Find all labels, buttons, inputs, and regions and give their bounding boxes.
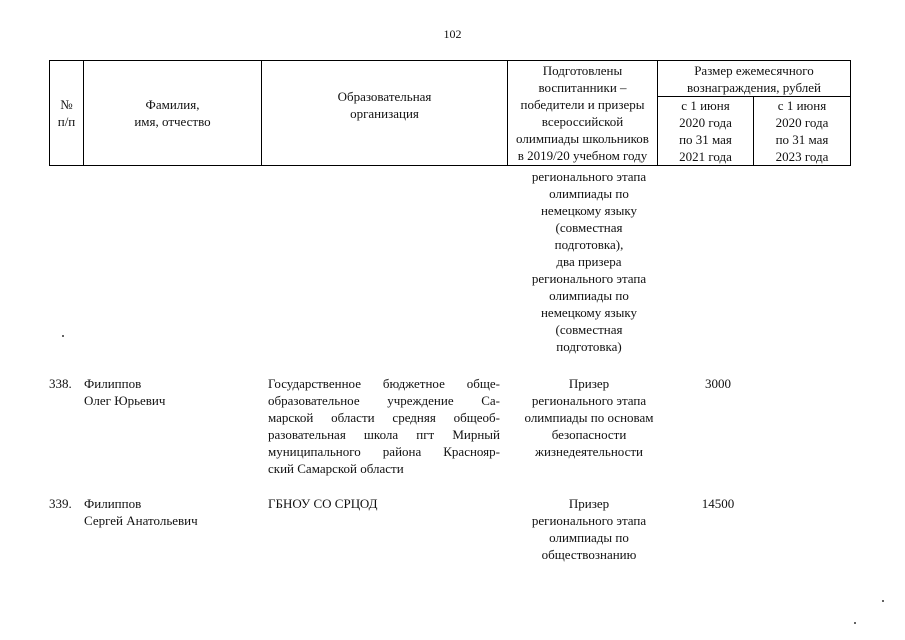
header-org: Образовательная организация: [262, 61, 508, 166]
header-period-2023: с 1 июня 2020 года по 31 мая 2023 года: [754, 97, 851, 166]
row-amount-2021: 14500: [701, 496, 735, 511]
header-name: Фамилия, имя, отчество: [84, 61, 262, 166]
row-amount-2021: 3000: [705, 376, 731, 391]
row-achievement: Призер регионального этапа олимпиады по обществознанию: [531, 496, 647, 562]
table-header: [49, 60, 851, 166]
scan-speck: [854, 622, 856, 624]
row-name: Филиппов Олег Юрьевич: [84, 376, 166, 408]
page-number: 102: [443, 27, 462, 41]
row-achievement: Призер регионального этапа олимпиады по основам безопасности жизнедеятельности: [524, 376, 654, 459]
continuation-text: регионального этапа олимпиады по немецкому языку (совместная подготовка), два призера регионального этапа олимпиады по немецкому языку (совместная подготовка): [531, 169, 647, 354]
scan-speck: [882, 600, 884, 602]
row-name: Филиппов Сергей Анатольевич: [84, 496, 198, 528]
header-period-2021: с 1 июня 2020 года по 31 мая 2021 года: [658, 97, 754, 166]
row-number: 339.: [49, 496, 72, 511]
row-number: 338.: [49, 376, 72, 391]
header-num: № п/п: [50, 61, 84, 166]
header-award: Размер ежемесячного вознаграждения, рублей: [658, 61, 851, 97]
row-organization: ГБНОУ СО СРЦОД: [268, 496, 378, 511]
scan-speck: [62, 335, 64, 337]
header-prepared: Подготовлены воспитанники – победители и призеры всероссийской олимпиады школьников в 2019/20 учебном году: [508, 61, 658, 166]
row-organization: Государственное бюджетное обще- образовательное учреждение Са- марской области средняя общеоб- разовательная школа пгт Мирный муниципального района Краснояр- ский Самарской области: [268, 376, 500, 476]
